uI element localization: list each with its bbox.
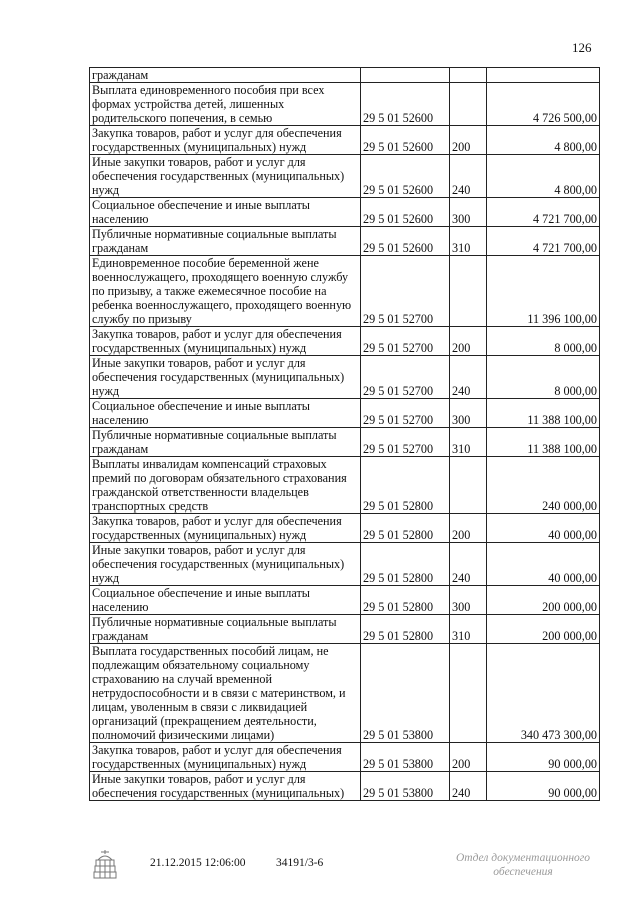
row-name-cell: Иные закупки товаров, работ и услуг для обеспечения государственных (муниципальных) (90, 772, 361, 801)
row-amount-cell: 11 388 100,00 (487, 399, 600, 428)
row-code-cell: 29 5 01 52700 (361, 399, 450, 428)
table-row (90, 227, 600, 256)
row-name-cell: Публичные нормативные социальные выплаты гражданам (90, 615, 361, 644)
row-amount-cell: 90 000,00 (487, 772, 600, 801)
row-name-cell: Выплаты инвалидам компенсаций страховых премий по договорам обязательного страхования гражданской ответственности владельцев транспортных средств (90, 457, 361, 514)
row-type-cell: 300 (450, 586, 487, 615)
row-name-cell: Иные закупки товаров, работ и услуг для обеспечения государственных (муниципальных) нужд (90, 356, 361, 399)
footer-datetime: 21.12.2015 12:06:00 (150, 857, 246, 869)
table-row (90, 615, 600, 644)
row-name-cell: Публичные нормативные социальные выплаты гражданам (90, 428, 361, 457)
row-code-cell: 29 5 01 52700 (361, 428, 450, 457)
row-code-cell: 29 5 01 53800 (361, 743, 450, 772)
row-amount-cell: 240 000,00 (487, 457, 600, 514)
row-amount-cell: 200 000,00 (487, 586, 600, 615)
row-code-cell (361, 68, 450, 83)
row-amount-cell (487, 68, 600, 83)
row-type-cell: 200 (450, 514, 487, 543)
table-row (90, 743, 600, 772)
row-amount-cell: 90 000,00 (487, 743, 600, 772)
row-code-cell: 29 5 01 52800 (361, 514, 450, 543)
table-row (90, 457, 600, 514)
row-name-cell: Иные закупки товаров, работ и услуг для обеспечения государственных (муниципальных) нужд (90, 543, 361, 586)
row-type-cell: 200 (450, 327, 487, 356)
table-row (90, 155, 600, 198)
row-type-cell: 240 (450, 356, 487, 399)
row-code-cell: 29 5 01 52600 (361, 198, 450, 227)
emblem-icon (92, 848, 118, 880)
table-row (90, 198, 600, 227)
table-row (90, 399, 600, 428)
table-row (90, 772, 600, 801)
budget-table (89, 67, 600, 801)
table-row (90, 256, 600, 327)
row-amount-cell: 200 000,00 (487, 615, 600, 644)
row-code-cell: 29 5 01 52800 (361, 586, 450, 615)
footer-doc-number: 34191/3-6 (276, 857, 324, 869)
row-name-cell: Закупка товаров, работ и услуг для обеспечения государственных (муниципальных) нужд (90, 514, 361, 543)
table-row (90, 586, 600, 615)
row-amount-cell: 11 388 100,00 (487, 428, 600, 457)
row-amount-cell: 11 396 100,00 (487, 256, 600, 327)
row-code-cell: 29 5 01 53800 (361, 644, 450, 743)
row-code-cell: 29 5 01 53800 (361, 772, 450, 801)
row-type-cell: 200 (450, 743, 487, 772)
table-row (90, 356, 600, 399)
row-amount-cell: 4 800,00 (487, 155, 600, 198)
row-name-cell: Иные закупки товаров, работ и услуг для обеспечения государственных (муниципальных) нужд (90, 155, 361, 198)
row-type-cell (450, 457, 487, 514)
row-name-cell: Социальное обеспечение и иные выплаты населению (90, 586, 361, 615)
row-amount-cell: 8 000,00 (487, 327, 600, 356)
row-amount-cell: 4 721 700,00 (487, 198, 600, 227)
row-name-cell: Закупка товаров, работ и услуг для обеспечения государственных (муниципальных) нужд (90, 327, 361, 356)
row-amount-cell: 40 000,00 (487, 543, 600, 586)
row-type-cell: 240 (450, 772, 487, 801)
row-type-cell: 200 (450, 126, 487, 155)
row-type-cell: 310 (450, 227, 487, 256)
row-name-cell: Выплата государственных пособий лицам, не подлежащим обязательному социальному страхованию на случай временной нетрудоспособности и в связи с материнством, и лицам, уволенным в связи с ликвидацией организаций (прекращением деятельности, полномочий физическими лицами) (90, 644, 361, 743)
table-row (90, 83, 600, 126)
row-code-cell: 29 5 01 52600 (361, 227, 450, 256)
row-type-cell: 310 (450, 615, 487, 644)
table-row (90, 514, 600, 543)
row-amount-cell: 4 726 500,00 (487, 83, 600, 126)
row-code-cell: 29 5 01 52700 (361, 327, 450, 356)
table-row (90, 428, 600, 457)
row-code-cell: 29 5 01 52600 (361, 83, 450, 126)
row-code-cell: 29 5 01 52700 (361, 256, 450, 327)
row-code-cell: 29 5 01 52600 (361, 155, 450, 198)
row-name-cell: Социальное обеспечение и иные выплаты населению (90, 399, 361, 428)
row-type-cell: 310 (450, 428, 487, 457)
table-row (90, 126, 600, 155)
row-type-cell: 240 (450, 543, 487, 586)
row-amount-cell: 340 473 300,00 (487, 644, 600, 743)
row-name-cell: Единовременное пособие беременной жене военнослужащего, проходящего военную службу по призыву, а также ежемесячное пособие на ребенка военнослужащего, проходящего военную службу по призыву (90, 256, 361, 327)
table-row (90, 644, 600, 743)
row-type-cell (450, 644, 487, 743)
row-name-cell: гражданам (90, 68, 361, 83)
row-type-cell (450, 83, 487, 126)
row-type-cell (450, 256, 487, 327)
table-row (90, 543, 600, 586)
row-type-cell (450, 68, 487, 83)
row-code-cell: 29 5 01 52700 (361, 356, 450, 399)
row-name-cell: Выплата единовременного пособия при всех формах устройства детей, лишенных родительского попечения, в семью (90, 83, 361, 126)
page-number: 126 (572, 40, 592, 55)
row-type-cell: 300 (450, 399, 487, 428)
row-name-cell: Социальное обеспечение и иные выплаты населению (90, 198, 361, 227)
row-code-cell: 29 5 01 52800 (361, 543, 450, 586)
row-amount-cell: 40 000,00 (487, 514, 600, 543)
row-name-cell: Закупка товаров, работ и услуг для обеспечения государственных (муниципальных) нужд (90, 126, 361, 155)
row-amount-cell: 4 721 700,00 (487, 227, 600, 256)
stamp-line-1: Отдел документационного (455, 852, 591, 864)
row-name-cell: Публичные нормативные социальные выплаты гражданам (90, 227, 361, 256)
row-name-cell: Закупка товаров, работ и услуг для обеспечения государственных (муниципальных) нужд (90, 743, 361, 772)
row-type-cell: 300 (450, 198, 487, 227)
row-amount-cell: 4 800,00 (487, 126, 600, 155)
department-stamp (448, 851, 598, 879)
budget-table-body (90, 68, 600, 801)
row-amount-cell: 8 000,00 (487, 356, 600, 399)
row-code-cell: 29 5 01 52800 (361, 615, 450, 644)
stamp-line-2: обеспечения (493, 866, 553, 878)
row-code-cell: 29 5 01 52800 (361, 457, 450, 514)
row-code-cell: 29 5 01 52600 (361, 126, 450, 155)
table-row (90, 327, 600, 356)
row-type-cell: 240 (450, 155, 487, 198)
table-row (90, 68, 600, 83)
